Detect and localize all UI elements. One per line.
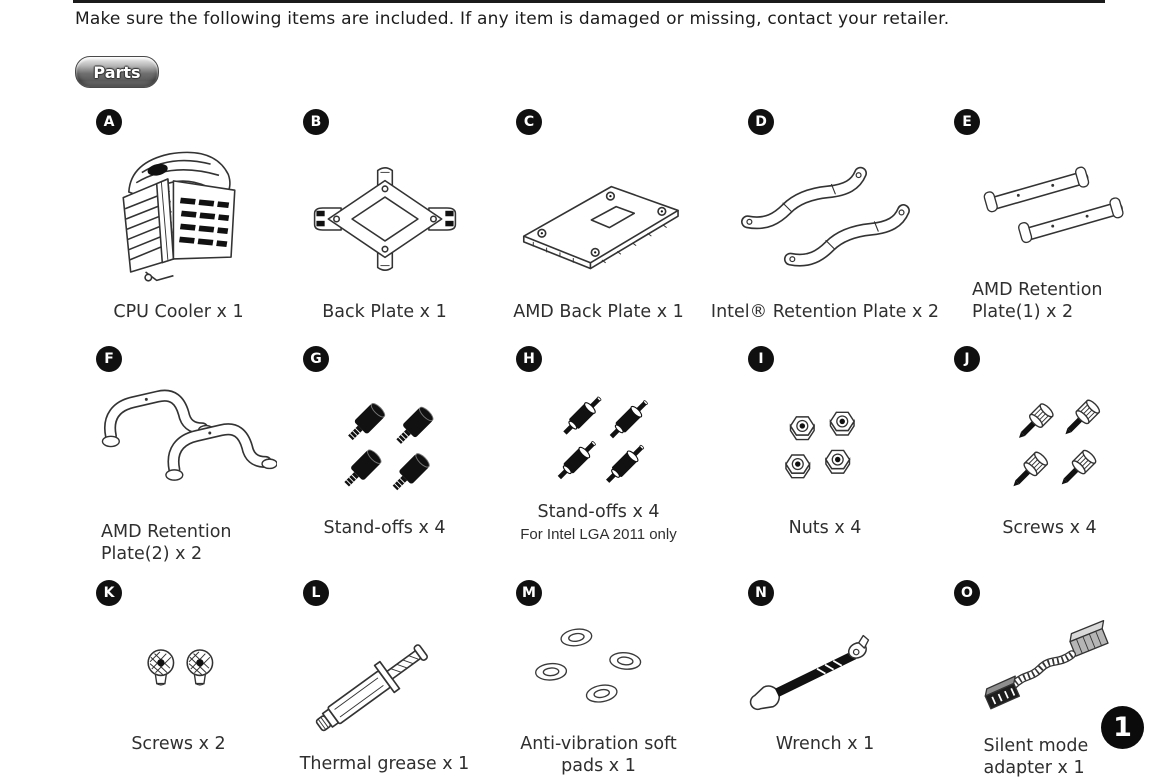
nuts-illustration [710,372,940,518]
part-caption-g: Stand-offs x 4 [323,518,446,539]
part-letter-badge-b: B [303,109,329,135]
anti-vibration-pads-illustration [487,606,710,734]
page-number-badge [1101,706,1144,749]
part-item-g [282,346,487,580]
back-plate-illustration [282,135,487,302]
part-caption-k: Screws x 2 [131,734,226,755]
part-item-i [710,346,940,580]
amd-retention-plate-2-illustration [75,372,282,522]
screws-4-illustration [940,372,1159,518]
part-letter-badge-l: L [303,580,329,606]
amd-retention-plate-1-illustration [940,135,1159,280]
parts-grid [75,100,1159,778]
intel-retention-plate-illustration [710,135,940,302]
cpu-cooler-illustration [75,135,282,302]
part-letter-badge-e: E [954,109,980,135]
part-caption-b: Back Plate x 1 [322,302,447,323]
part-item-m [487,580,710,776]
part-caption-i: Nuts x 4 [788,518,862,539]
top-divider [73,0,1105,3]
part-letter-badge-c: C [516,109,542,135]
part-caption-m: Anti-vibration soft pads x 1 [520,734,677,776]
part-item-b [282,100,487,346]
part-caption-n: Wrench x 1 [775,734,875,755]
part-caption-f: AMD Retention Plate(2) x 2 [101,522,232,564]
part-letter-badge-k: K [96,580,122,606]
wrench-illustration [710,606,940,734]
stand-offs-lga2011-illustration [487,372,710,502]
amd-back-plate-illustration [487,135,710,302]
part-caption-c: AMD Back Plate x 1 [513,302,684,323]
part-caption-l: Thermal grease x 1 [299,754,470,774]
part-letter-badge-o: O [954,580,980,606]
part-item-a [75,100,282,346]
part-item-n [710,580,940,768]
part-caption-j: Screws x 4 [1002,518,1097,539]
intro-text: Make sure the following items are included. If any item is damaged or missing, contact your retailer. [75,9,950,29]
part-letter-badge-n: N [748,580,774,606]
part-caption-a: CPU Cooler x 1 [113,302,244,323]
part-item-k [75,580,282,768]
part-subcaption-h: For Intel LGA 2011 only [520,525,677,543]
part-letter-badge-h: H [516,346,542,372]
part-letter-badge-a: A [96,109,122,135]
part-caption-h: Stand-offs x 4 [537,502,660,522]
part-caption-o: Silent mode adapter x 1 [983,736,1089,778]
part-item-f [75,346,282,580]
page-number: 1 [1113,712,1132,743]
part-caption-e: AMD Retention Plate(1) x 2 [972,280,1103,323]
part-item-j [940,346,1159,580]
part-letter-badge-f: F [96,346,122,372]
part-caption-d: Intel® Retention Plate x 2 [710,302,940,323]
part-letter-badge-m: M [516,580,542,606]
part-letter-badge-d: D [748,109,774,135]
part-item-d [710,100,940,346]
parts-section-button [75,56,159,88]
part-letter-badge-j: J [954,346,980,372]
parts-section-label: Parts [93,62,141,82]
part-letter-badge-g: G [303,346,329,372]
stand-offs-illustration [282,372,487,518]
part-item-c [487,100,710,346]
part-item-h [487,346,710,580]
part-letter-badge-i: I [748,346,774,372]
thermal-grease-illustration [282,606,487,754]
part-item-e [940,100,1159,346]
screws-2-illustration [75,606,282,734]
part-item-l [282,580,487,774]
